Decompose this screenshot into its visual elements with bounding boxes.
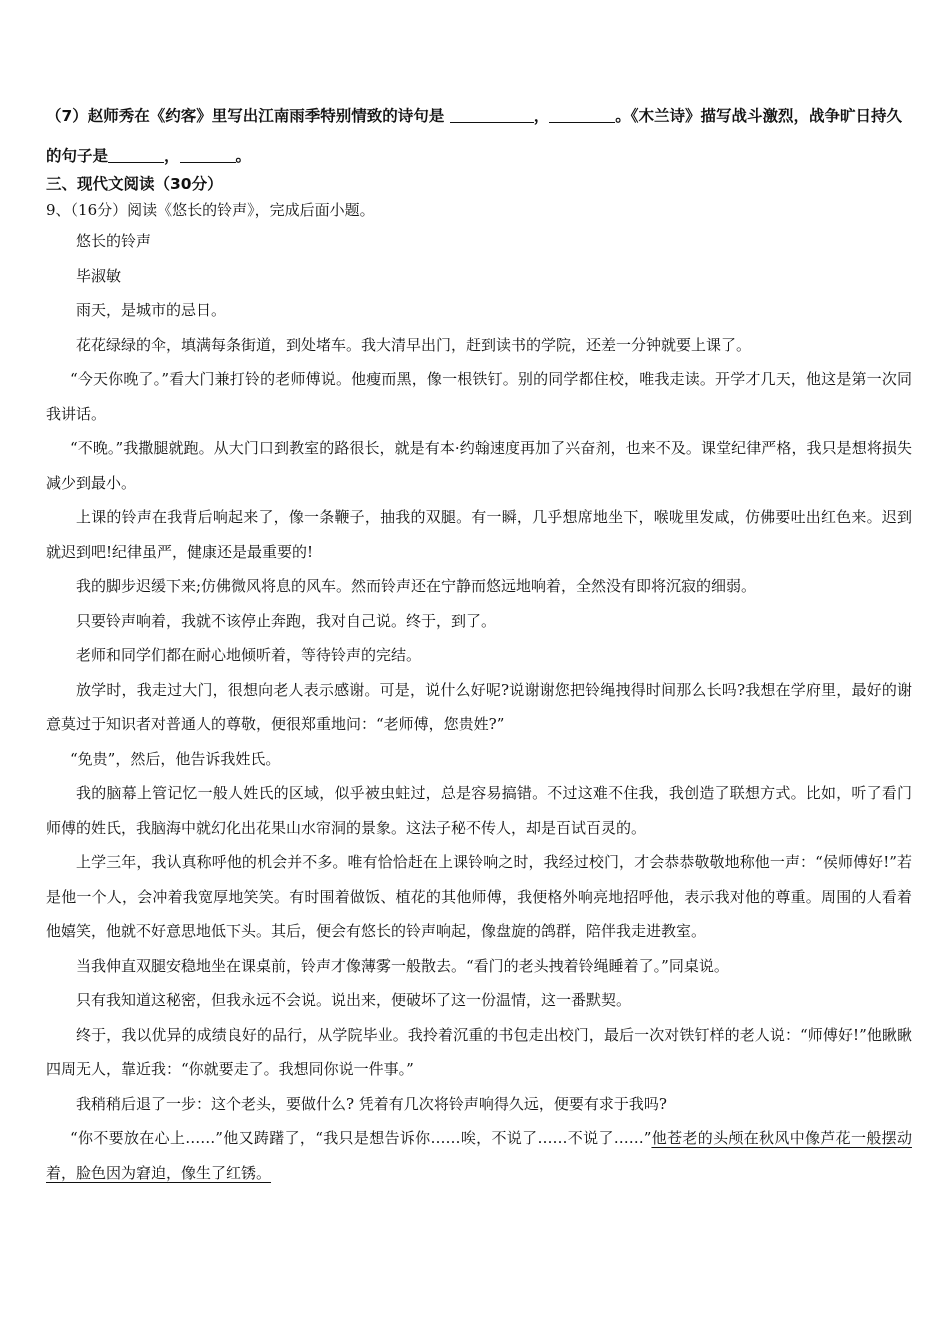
- question-7: [46, 96, 916, 176]
- section-title: 三、现代文阅读（30分）: [46, 175, 223, 193]
- answer-blank-3: [108, 147, 164, 164]
- paragraph: 放学时，我走过大门，很想向老人表示感谢。可是，说什么好呢?说谢谢您把铃绳拽得时间那么长吗?我想在学府里，最好的谢意莫过于知识者对普通人的尊敬，便很郑重地问：“老师傅，您贵姓?”: [46, 680, 912, 733]
- paragraph: 我稍稍后退了一步：这个老头，要做什么? 凭着有几次将铃声响得久远，便要有求于我吗?: [76, 1094, 667, 1113]
- paragraph: 老师和同学们都在耐心地倾听着，等待铃声的完结。: [76, 646, 422, 664]
- paragraph: “今天你晚了。”看大门兼打铃的老师傅说。他瘦而黑，像一根铁钉。别的同学都住校，唯我走读。开学才几天，他这是第一次同我讲话。: [46, 370, 912, 423]
- answer-blank-2: [549, 107, 615, 124]
- q7-end: 。: [235, 147, 252, 165]
- q7-text-2: 。《木兰诗》描写战斗激烈，战争旷日持久的句子是: [46, 107, 902, 165]
- paragraph: 我的脑幕上管记忆一般人姓氏的区域，似乎被虫蛀过，总是容易搞错。不过这难不住我，我创造了联想方式。比如，听了看门师傅的姓氏，我脑海中就幻化出花果山水帘洞的景象。这法子秘不传人，却是百试百灵的。: [46, 784, 912, 837]
- paragraph: 雨天，是城市的忌日。: [76, 301, 227, 319]
- paragraph: 我的脚步迟缓下来;仿佛微风将息的风车。然而铃声还在宁静而悠远地响着，全然没有即将沉寂的细弱。: [76, 577, 757, 595]
- paragraph: 终于，我以优异的成绩良好的品行，从学院毕业。我拎着沉重的书包走出校门，最后一次对铁钉样的老人说：“师傅好!”他瞅瞅四周无人，靠近我：“你就要走了。我想同你说一件事。”: [46, 1025, 912, 1078]
- q7-text-1: （7）赵师秀在《约客》里写出江南雨季特别情致的诗句是: [46, 107, 445, 125]
- q7-comma-2: ，: [164, 147, 180, 165]
- paragraph-last: [46, 1121, 912, 1190]
- paragraph: 花花绿绿的伞，填满每条街道，到处堵车。我大清早出门，赶到读书的学院，还差一分钟就要上课了。: [76, 335, 752, 354]
- paragraph: “不晚。”我撒腿就跑。从大门口到教室的路很长，就是有本·约翰速度再加了兴奋剂，也来不及。课堂纪律严格，我只是想将损失减少到最小。: [46, 439, 912, 492]
- question-9: 9、（16分）阅读《悠长的铃声》，完成后面小题。: [46, 201, 375, 219]
- paragraph-last-text: “你不要放在心上……”他又踌躇了，“我只是想告诉你……唉，不说了……不说了……”: [70, 1129, 652, 1147]
- paragraph: 上课的铃声在我背后响起来了，像一条鞭子，抽我的双腿。有一瞬，几乎想席地坐下，喉咙里发咸，仿佛要吐出红色来。迟到就迟到吧!纪律虽严，健康还是最重要的!: [46, 508, 912, 561]
- paragraph: 只要铃声响着，我就不该停止奔跑，我对自己说。终于，到了。: [76, 611, 497, 630]
- article: [46, 224, 912, 1190]
- article-author: 毕淑敏: [76, 266, 122, 285]
- q7-comma-1: ，: [533, 107, 550, 125]
- paragraph: 只有我知道这秘密，但我永远不会说。说出来，便破坏了这一份温情，这一番默契。: [76, 991, 632, 1009]
- paragraph: 当我伸直双腿安稳地坐在课桌前，铃声才像薄雾一般散去。“看门的老头拽着铃绳睡着了。”同桌说。: [76, 956, 729, 975]
- answer-blank-4: [180, 147, 236, 164]
- underlined-sentence: 他苍老的头颅在秋风中像芦花一般摆动着，脸色因为窘迫，像生了红锈。: [46, 1129, 912, 1182]
- answer-blank-1: [450, 107, 534, 124]
- article-title: 悠长的铃声: [76, 232, 152, 250]
- paragraph: 上学三年，我认真称呼他的机会并不多。唯有恰恰赶在上课铃响之时，我经过校门，才会恭恭敬敬地称他一声：“侯师傅好!”若是他一个人，会冲着我宽厚地笑笑。有时围着做饭、植花的其他师傅，我便格外响亮地招呼他，表示我对他的尊重。周围的人看着他嬉笑，他就不好意思地低下头。其后，便会有悠长的铃声响起，像盘旋的鸽群，陪伴我走进教室。: [46, 853, 912, 940]
- paragraph: “免贵”，然后，他告诉我姓氏。: [70, 749, 281, 768]
